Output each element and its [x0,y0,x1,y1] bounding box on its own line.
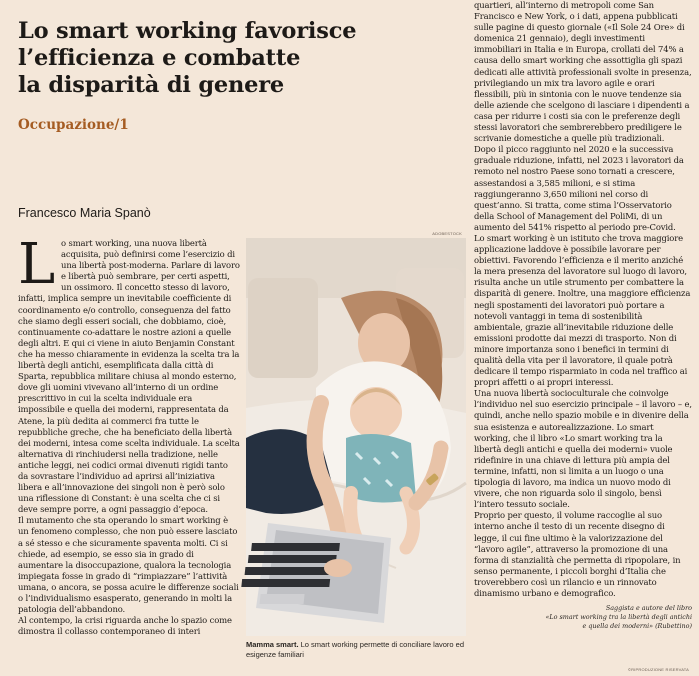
photo-caption [246,640,466,660]
article-paragraph: Il mutamento che sta operando lo smart working è un fenomeno complesso, che non può essere lasciato a sé stesso e che sicuramente spaventa molti. Ci si chiede, ad esempio, se esso sia in grado di aumentare la disoccupazione, qualora la tecnologia impiegata fosse in grado di “rimpiazzare” l’attività umana, o ancora, se possa acuire le differenze sociali o l’individualismo esasperato, generando in molti la patologia dell’abbandono. [18,515,239,615]
author-byline [474,604,692,631]
article-paragraph [18,232,240,515]
section-label: Occupazione/1 [18,117,129,133]
headline-line: Lo smart working favorisce [18,18,357,44]
headline-line: l’efficienza e combatte [18,45,301,71]
paragraph-text: o smart working, una nuova libertà acquisita, può definirsi come l’esercizio di una libertà post-moderna. Parlare di lavoro e libertà può sembrare, per certi aspetti, un ossimoro. Il concetto stesso di lavoro, infatti, implica sempre un inevitabile coefficiente di coordinamento e/o controllo, conseguenza del fatto che siamo degli esseri sociali, che dobbiamo, cioè, continuamente co-adattare le nostre azioni a quelle degli altri. E qui ci viene in aiuto Benjamin Constant che ha messo chiaramente in evidenza la scelta tra la libertà degli antichi, esemplificata dalla città di Sparta, repubblica militare chiusa al mondo esterno, dove gli uomini vivevano all’interno di un ordine prescrittivo in cui la scelta individuale era impossibile e quella dei moderni, rappresentata da Atene, la più dedita ai commerci fra tutte le repubbliche greche, che ha beneficiato della libertà dei moderni, intesa come scelta individuale. La scelta alternativa di rinchiudersi nella tradizione, nelle antiche leggi, nei codici ormai divenuti rigidi tanto da sovrastare l’individuo ad aprirsi all’iniziativa libera e all’innovazione dei singoli non è però solo una riflessione di Constant: è una scelta che ci si deve sempre porre, a ogni passaggio d’epoca. [18,238,240,515]
caption-lead: Mamma smart. [246,640,299,649]
article-column-right [474,0,692,599]
drop-cap: L [18,232,56,297]
article-column-left [18,232,240,637]
copyright-notice: ©RIPRODUZIONE RISERVATA [627,667,689,672]
photo-credit: ADOBESTOCK [432,231,462,236]
article-paragraph: Dopo il picco raggiunto nel 2020 e la successiva graduale riduzione, infatti, nel 2023 i lavoratori da remoto nel nostro Paese sono tornati a crescere, assestandosi a 3,585 milioni, e si stima raggiungeranno 3,650 milioni nel corso di quest’anno. Si tratta, come stima l’Osservatorio della School of Management del PoliMi, di un aumento del 541% rispetto al periodo pre-Covid. [474,144,684,232]
article-paragraph: Lo smart working è un istituto che trova maggiore applicazione laddove è possibile lavorare per obiettivi. Favorendo l’efficienza e il merito anziché la mera presenza del lavoratore sul luogo di lavoro, risulta anche un utile strumento per combattere la disparità di genere. Inoltre, una maggiore efficienza negli spostamenti dei lavoratori può portare a notevoli vantaggi in tema di sostenibilità ambientale, grazie all’inevitabile riduzione delle emissioni prodotte dai mezzi di trasporto. Non di minore importanza sono i benefici in termini di qualità della vita per il lavoratore, il quale potrà dedicare il tempo risparmiato in coda nel traffico ai propri affetti o ai propri interessi. [474,232,691,388]
mother-child-laptop-illustration [246,238,466,636]
byline-line: Saggista e autore del libro [605,604,692,612]
article-paragraph: Al contempo, la crisi riguarda anche lo spazio come dimostra il collasso contemporaneo di interi [18,615,232,637]
headline-line: la disparità di genere [18,72,285,98]
article-paragraph: Proprio per questo, il volume raccoglie al suo interno anche il testo di un recente disegno di legge, il cui fine ultimo è la valorizzazione del “lavoro agile”, attraverso la promozione di una forma di stanzialità che permetta di ripopolare, in senso permanente, i piccoli borghi d’Italia che troverebbero così un rilancio e un rinnovato dinamismo urbano e demografico. [474,510,681,598]
article-paragraph: quartieri, all’interno di metropoli come San Francisco e New York, o i dati, appena pubblicati sulle pagine di questo giornale («Il Sole 24 Ore» di domenica 21 gennaio), degli investimenti immobiliari in Italia e in Europa, crollati del 74% a causa dello smart working che assottiglia gli spazi dedicati alle attività professionali svolte in presenza, privilegiando un mix tra lavoro agile e orari flessibili, più in sintonia con le nuove tendenze sia delle aziende che scelgono di lasciare i dipendenti a casa per ridurre i costi sia con le preferenze degli stessi lavoratori che sembrerebbero prediligere le scrivanie domestiche a quelle più tradizionali. [474,0,692,144]
article-photo [246,231,466,636]
byline-line: «Lo smart working tra la libertà degli antichi [545,613,692,622]
article-headline [18,18,357,99]
author-name: Francesco Maria Spanò [18,206,151,220]
byline-line: e quella dei moderni» (Rubettino) [582,622,692,631]
article-paragraph: Una nuova libertà socioculturale che coinvolge l’individuo nel suo esercizio principale – il lavoro – e, quindi, anche nello spazio mobile e in divenire della sua esistenza e autorealizzazione. Lo smart working, che il libro «Lo smart working tra la libertà degli antichi e quella dei moderni» vuole ridefinire in una chiave di lettura più ampia del termine, infatti, non si limita a un luogo o una tipologia di lavoro, ma indica un nuovo modo di vivere, che non riguarda solo il singolo, bensì l’intero tessuto sociale. [474,388,692,510]
caption-text: Lo smart working permette di conciliare lavoro ed esigenze familiari [246,640,465,659]
